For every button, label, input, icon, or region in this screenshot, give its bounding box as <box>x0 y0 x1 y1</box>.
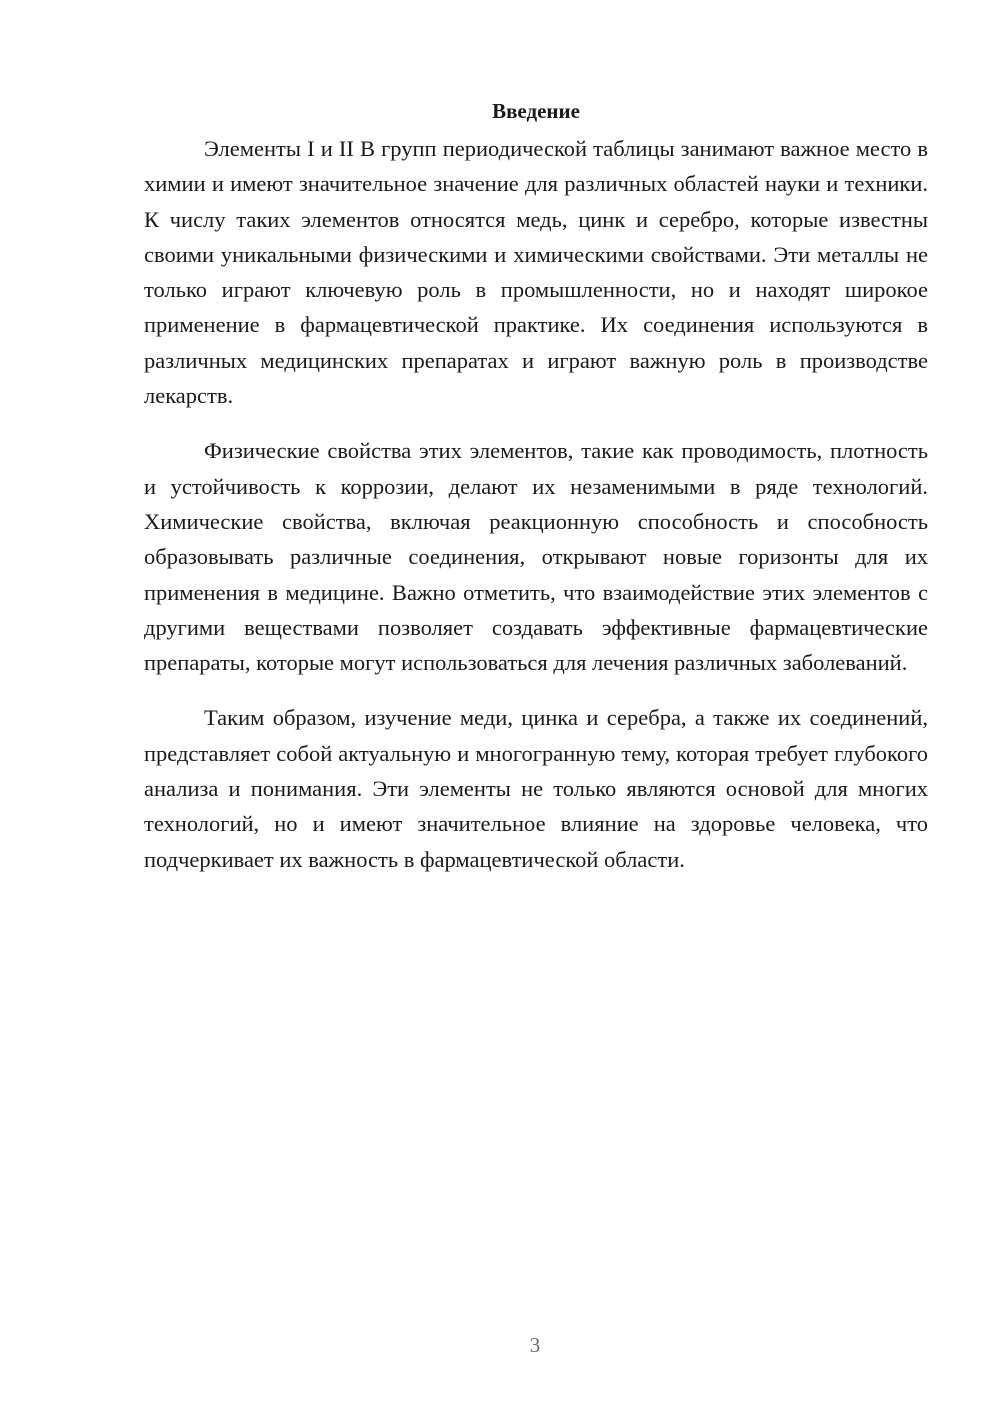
section-heading: Введение <box>492 99 580 123</box>
paragraph-intro: Элементы I и II B групп периодической таблицы занимают важное место в химии и имеют значительное значение для различных областей науки и техники. К числу таких элементов относятся медь, цинк и серебро, которые известны своими уникальными физическими и химическими свойствами. Эти металлы не только играют ключевую роль в промышленности, но и находят широкое применение в фармацевтической практике. Их соединения используются в различных медицинских препаратах и играют важную роль в производстве лекарств. <box>144 136 928 409</box>
paragraph-conclusion: Таким образом, изучение меди, цинка и серебра, а также их соединений, представляет собой актуальную и многогранную тему, которая требует глубокого анализа и понимания. Эти элементы не только являются основой для многих технологий, но и имеют значительное влияние на здоровье человека, что подчеркивает их важность в фармацевтической области. <box>144 705 928 872</box>
page-number: 3 <box>529 1333 541 1357</box>
page-content <box>144 96 928 897</box>
paragraph-properties: Физические свойства этих элементов, такие как проводимость, плотность и устойчивость к коррозии, делают их незаменимыми в ряде технологий. Химические свойства, включая реакционную способность и способность образовывать различные соединения, открывают новые горизонты для их применения в медицине. Важно отметить, что взаимодействие этих элементов с другими веществами позволяет создавать эффективные фармацевтические препараты, которые могут использоваться для лечения различных заболеваний. <box>144 438 928 676</box>
